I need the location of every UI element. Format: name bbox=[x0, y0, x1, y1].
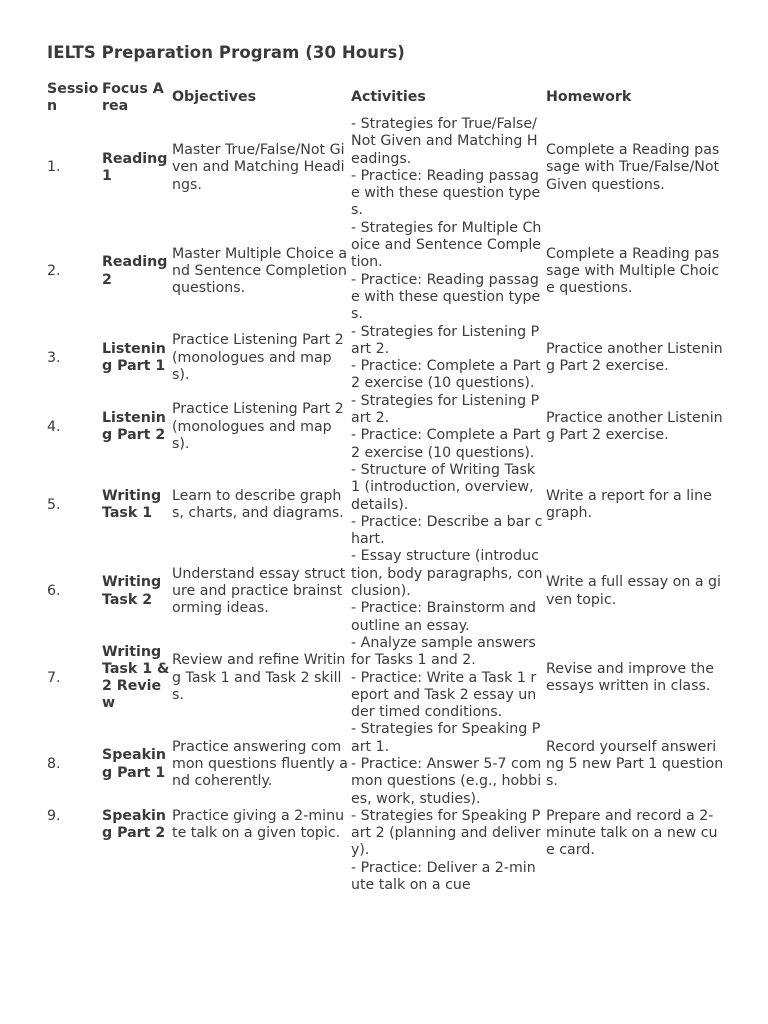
program-table bbox=[45, 80, 725, 894]
activity-item: - Practice: Write a Task 1 report and Task 2 essay under timed conditions. bbox=[351, 669, 537, 721]
focus-area: Writing Task 1 & 2 Review bbox=[102, 643, 170, 712]
objectives: Practice giving a 2-minute talk on a given topic. bbox=[172, 807, 345, 842]
activity-item: - Practice: Complete a Part 2 exercise (10 questions). bbox=[351, 358, 541, 392]
activities bbox=[349, 548, 544, 634]
objectives: Master Multiple Choice and Sentence Completion questions. bbox=[172, 245, 348, 297]
homework: Practice another Listening Part 2 exercise. bbox=[546, 340, 723, 375]
activity-item: - Practice: Describe a bar chart. bbox=[351, 513, 543, 548]
focus-area: Speaking Part 2 bbox=[102, 807, 166, 842]
objectives: Practice Listening Part 2 (monologues and maps). bbox=[172, 332, 344, 383]
focus-area: Reading 2 bbox=[102, 254, 168, 288]
table-row bbox=[45, 393, 725, 462]
activities bbox=[349, 721, 544, 807]
objectives: Review and refine Writing Task 1 and Task 2 skills. bbox=[172, 652, 346, 703]
session-number: 9. bbox=[47, 807, 61, 824]
header-objectives: Objectives bbox=[172, 89, 257, 106]
homework: Revise and improve the essays written in class. bbox=[546, 660, 715, 695]
activity-item: - Practice: Deliver a 2-minute talk on a cue bbox=[351, 859, 536, 894]
homework: Complete a Reading passage with Multiple Choice questions. bbox=[546, 245, 720, 297]
homework: Practice another Listening Part 2 exercise. bbox=[546, 410, 723, 444]
focus-area: Writing Task 1 bbox=[102, 487, 162, 522]
table-row bbox=[45, 116, 725, 220]
activity-item: - Essay structure (introduction, body paragraphs, conclusion). bbox=[351, 548, 543, 600]
homework: Prepare and record a 2-minute talk on a new cue card. bbox=[546, 807, 718, 859]
table-header-row bbox=[45, 80, 725, 116]
session-number: 3. bbox=[47, 349, 61, 366]
session-number: 1. bbox=[47, 159, 61, 176]
activity-item: - Strategies for Speaking Part 1. bbox=[351, 721, 541, 755]
focus-area: Listening Part 2 bbox=[102, 410, 166, 444]
header-activities: Activities bbox=[351, 89, 426, 106]
activities bbox=[349, 116, 544, 220]
session-number: 2. bbox=[47, 263, 61, 280]
activities bbox=[349, 220, 544, 324]
activity-item: - Practice: Reading passage with these question types. bbox=[351, 271, 541, 323]
activity-item: - Strategies for Listening Part 2. bbox=[351, 392, 540, 427]
objectives: Master True/False/Not Given and Matching Headings. bbox=[172, 141, 345, 193]
table-row bbox=[45, 462, 725, 548]
activities bbox=[349, 635, 544, 721]
activity-item: - Practice: Answer 5-7 common questions (e.g., hobbies, work, studies). bbox=[351, 755, 542, 807]
session-number: 7. bbox=[47, 669, 61, 686]
table-row bbox=[45, 635, 725, 721]
activity-item: - Strategies for Multiple Choice and Sentence Completion. bbox=[351, 219, 542, 271]
objectives: Learn to describe graphs, charts, and diagrams. bbox=[172, 487, 344, 522]
activity-item: - Strategies for True/False/Not Given and Matching Headings. bbox=[351, 116, 538, 167]
activities bbox=[349, 808, 544, 894]
objectives: Understand essay structure and practice brainstorming ideas. bbox=[172, 565, 346, 617]
homework: Complete a Reading passage with True/False/Not Given questions. bbox=[546, 141, 720, 193]
focus-area: Writing Task 2 bbox=[102, 574, 162, 608]
focus-area: Listening Part 1 bbox=[102, 340, 166, 375]
activity-item: - Practice: Reading passage with these question types. bbox=[351, 167, 541, 219]
focus-area: Speaking Part 1 bbox=[102, 747, 166, 781]
homework: Write a report for a line graph. bbox=[546, 487, 712, 522]
session-number: 5. bbox=[47, 496, 61, 513]
table-row bbox=[45, 220, 725, 324]
table-row bbox=[45, 721, 725, 807]
table-row bbox=[45, 808, 725, 894]
homework: Record yourself answering 5 new Part 1 questions. bbox=[546, 738, 724, 790]
objectives: Practice answering common questions fluently and coherently. bbox=[172, 738, 348, 790]
activity-item: - Strategies for Speaking Part 2 (planning and delivery). bbox=[351, 807, 541, 859]
table-row bbox=[45, 324, 725, 393]
focus-area: Reading 1 bbox=[102, 150, 168, 184]
page-title: IELTS Preparation Program (30 Hours) bbox=[47, 43, 405, 62]
activity-item: - Strategies for Listening Part 2. bbox=[351, 323, 540, 357]
activity-item: - Practice: Complete a Part 2 exercise (10 questions). bbox=[351, 427, 541, 461]
activities bbox=[349, 462, 544, 548]
objectives: Practice Listening Part 2 (monologues and maps). bbox=[172, 401, 344, 452]
activity-item: - Practice: Brainstorm and outline an essay. bbox=[351, 600, 537, 634]
session-number: 4. bbox=[47, 418, 61, 435]
activity-item: - Structure of Writing Task 1 (introduction, overview, details). bbox=[351, 461, 536, 513]
activities bbox=[349, 324, 544, 393]
session-number: 8. bbox=[47, 755, 61, 772]
session-number: 6. bbox=[47, 583, 61, 600]
header-homework: Homework bbox=[546, 89, 632, 106]
table-row bbox=[45, 548, 725, 634]
activities bbox=[349, 393, 544, 462]
homework: Write a full essay on a given topic. bbox=[546, 574, 721, 608]
header-session: Session bbox=[47, 80, 99, 114]
activity-item: - Analyze sample answers for Tasks 1 and 2. bbox=[351, 634, 536, 669]
header-focus-area: Focus Area bbox=[102, 80, 164, 114]
